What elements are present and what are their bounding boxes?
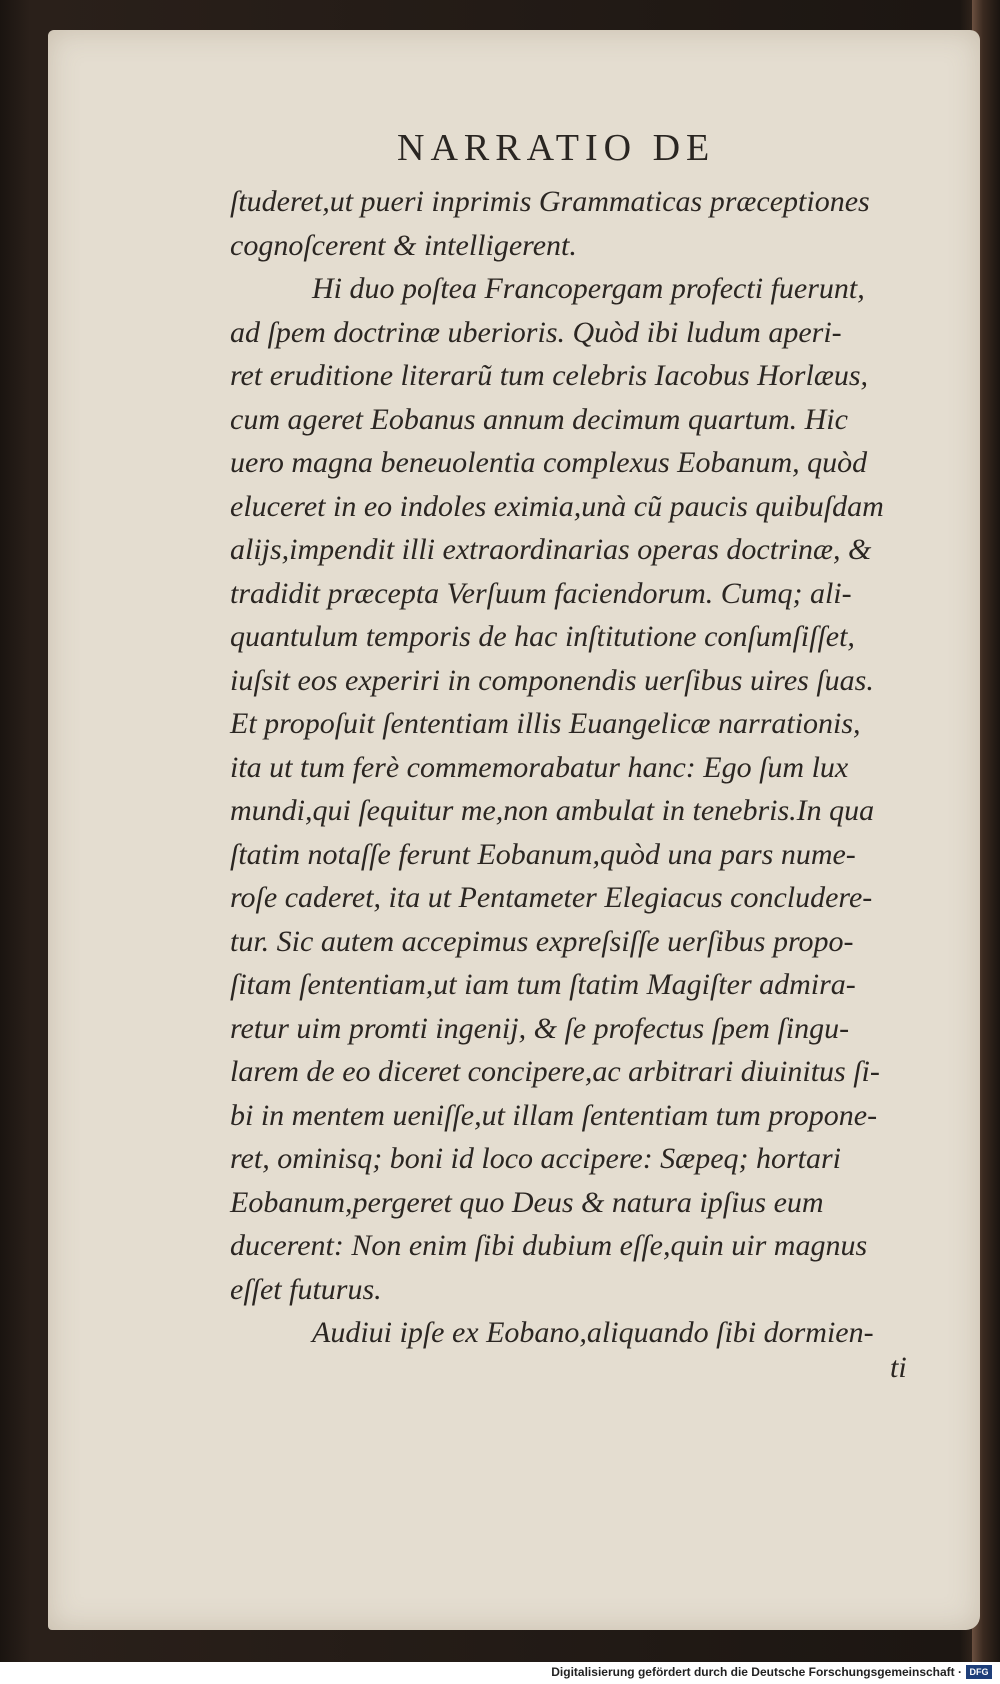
- text-line: ſtatim notaſſe ferunt Eobanum,quòd una pars nume-: [230, 837, 856, 871]
- text-line: tradidit præcepta Verſuum faciendorum. Cumq; ali-: [230, 576, 852, 610]
- text-line: roſe caderet, ita ut Pentameter Elegiacus concludere-: [230, 881, 873, 914]
- footer-bar: [0, 1662, 1000, 1684]
- text-line: mundi,qui ſequitur me,non ambulat in tenebris.In qua: [230, 794, 875, 827]
- body-text: [230, 180, 920, 1355]
- text-line: Audiui ipſe ex Eobano,aliquando ſibi dormien-: [312, 1316, 874, 1349]
- running-title: NARRATIO DE: [397, 127, 716, 169]
- text-line: ret eruditione literarũ tum celebris Iacobus Horlæus,: [230, 359, 868, 392]
- text-line: Eobanum,pergeret quo Deus & natura ipſius eum: [230, 1185, 824, 1219]
- funding-credit: Digitalisierung gefördert durch die Deutsche Forschungsgemeinschaft ·: [551, 1665, 962, 1679]
- catchword: ti: [890, 1351, 907, 1384]
- text-line: eluceret in eo indoles eximia,unà cũ paucis quibuſdam: [230, 489, 884, 523]
- text-line: eſſet futurus.: [230, 1272, 382, 1306]
- text-line: ducerent: Non enim ſibi dubium eſſe,quin uir magnus: [230, 1229, 868, 1262]
- text-line: retur uim promti ingenij, & ſe profectus ſpem ſingu-: [230, 1011, 850, 1045]
- text-line: ret, ominisq; boni id loco accipere: Sæpeq; hortari: [230, 1142, 842, 1175]
- text-line: ad ſpem doctrinæ uberioris. Quòd ibi ludum aperi-: [230, 315, 842, 349]
- text-line: cognoſcerent & intelligerent.: [230, 228, 577, 262]
- text-line: cum ageret Eobanus annum decimum quartum. Hic: [230, 402, 848, 436]
- text-line: quantulum temporis de hac inſtitutione conſumſiſſet,: [230, 620, 855, 653]
- text-line: tur. Sic autem accepimus expreſsiſſe uerſibus propo-: [230, 924, 854, 958]
- dfg-logo-icon: DFG: [966, 1665, 992, 1679]
- text-line: ita ut tum ferè commemorabatur hanc: Ego ſum lux: [230, 750, 849, 784]
- text-line: bi in mentem ueniſſe,ut illam ſententiam tum propone-: [230, 1098, 878, 1132]
- text-line: uero magna beneuolentia complexus Eobanum, quòd: [230, 446, 868, 479]
- text-line: alijs,impendit illi extraordinarias operas doctrinæ, &: [230, 533, 872, 566]
- text-line: ſitam ſententiam,ut iam tum ſtatim Magiſter admira-: [230, 968, 856, 1001]
- text-line: Et propoſuit ſententiam illis Euangelicæ narrationis,: [230, 707, 861, 740]
- text-line: ſtuderet,ut pueri inprimis Grammaticas præceptiones: [230, 185, 870, 218]
- text-line: larem de eo diceret concipere,ac arbitrari diuinitus ſi-: [230, 1055, 880, 1088]
- text-line: Hi duo poſtea Francopergam profecti fuerunt,: [312, 272, 865, 305]
- text-line: iuſsit eos experiri in componendis uerſibus uires ſuas.: [230, 663, 874, 697]
